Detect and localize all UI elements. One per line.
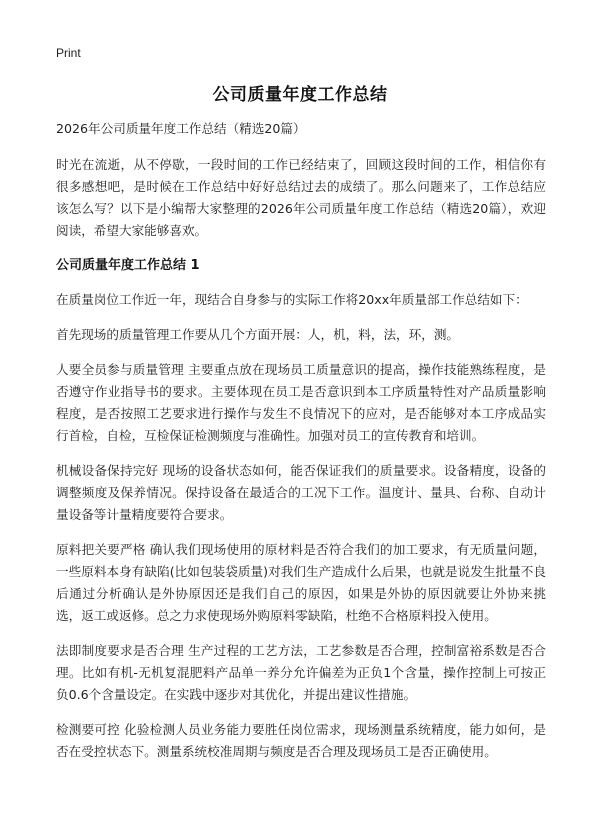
body-paragraph: 在质量岗位工作近一年，现结合自身参与的实际工作将20xx年质量部工作总结如下： bbox=[56, 292, 528, 307]
section-heading: 公司质量年度工作总结 1 bbox=[56, 258, 200, 273]
body-paragraph: 法即制度要求是否合理 生产过程的工艺方法，工艺参数是否合理，控制富裕系数是否合理。比如有机-无机复混肥料产品单一养分允许偏差为正负1个含量，操作控制上可按正负0.6个含量设定。在实践中逐步对其优化，并提出建议性措施。 bbox=[56, 643, 546, 702]
body-paragraph: 首先现场的质量管理工作要从几个方面开展：人，机，料，法，环，测。 bbox=[56, 327, 459, 342]
print-link[interactable]: Print bbox=[56, 46, 81, 60]
body-paragraph: 检测要可控 化验检测人员业务能力要胜任岗位需求，现场测量系统精度，能力如何，是否在受控状态下。测量系统校准周期与频度是否合理及现场员工是否正确使用。 bbox=[56, 722, 546, 759]
body-paragraph: 原料把关要严格 确认我们现场使用的原材料是否符合我们的加工要求，有无质量问题，一些原料本身有缺陷(比如包装袋质量)对我们生产造成什么后果，也就是说发生批量不良后通过分析确认是外协原因还是我们自己的原因，如果是外协的原因就要让外协来挑选，返工或返修。总之力求使现场外购原料零缺陷，杜绝不合格原料投入使用。 bbox=[56, 542, 546, 623]
document-subtitle: 2026年公司质量年度工作总结（精选20篇） bbox=[56, 121, 306, 136]
document-body bbox=[56, 118, 546, 776]
intro-paragraph: 时光在流逝，从不停歇，一段时间的工作已经结束了，回顾这段时间的工作，相信你有很多感想吧，是时候在工作总结中好好总结过去的成绩了。那么问题来了，工作总结应该怎么写？以下是小编帮大家整理的2026年公司质量年度工作总结（精选20篇），欢迎阅读，希望大家能够喜欢。 bbox=[56, 157, 546, 238]
body-paragraph: 人要全员参与质量管理 主要重点放在现场员工质量意识的提高，操作技能熟练程度，是否遵守作业指导书的要求。主要体现在员工是否意识到本工序质量特性对产品质量影响程度，是否按照工艺要求进行操作与发生不良情况下的应对，是否能够对本工序成品实行首检，自检，互检保证检测频度与准确性。加强对员工的宣传教育和培训。 bbox=[56, 362, 546, 443]
body-paragraph: 机械设备保持完好 现场的设备状态如何，能否保证我们的质量要求。设备精度，设备的调整频度及保养情况。保持设备在最适合的工况下工作。温度计、量具、台称、自动计量设备等计量精度要符合要求。 bbox=[56, 463, 546, 522]
document-title: 公司质量年度工作总结 bbox=[212, 85, 388, 105]
